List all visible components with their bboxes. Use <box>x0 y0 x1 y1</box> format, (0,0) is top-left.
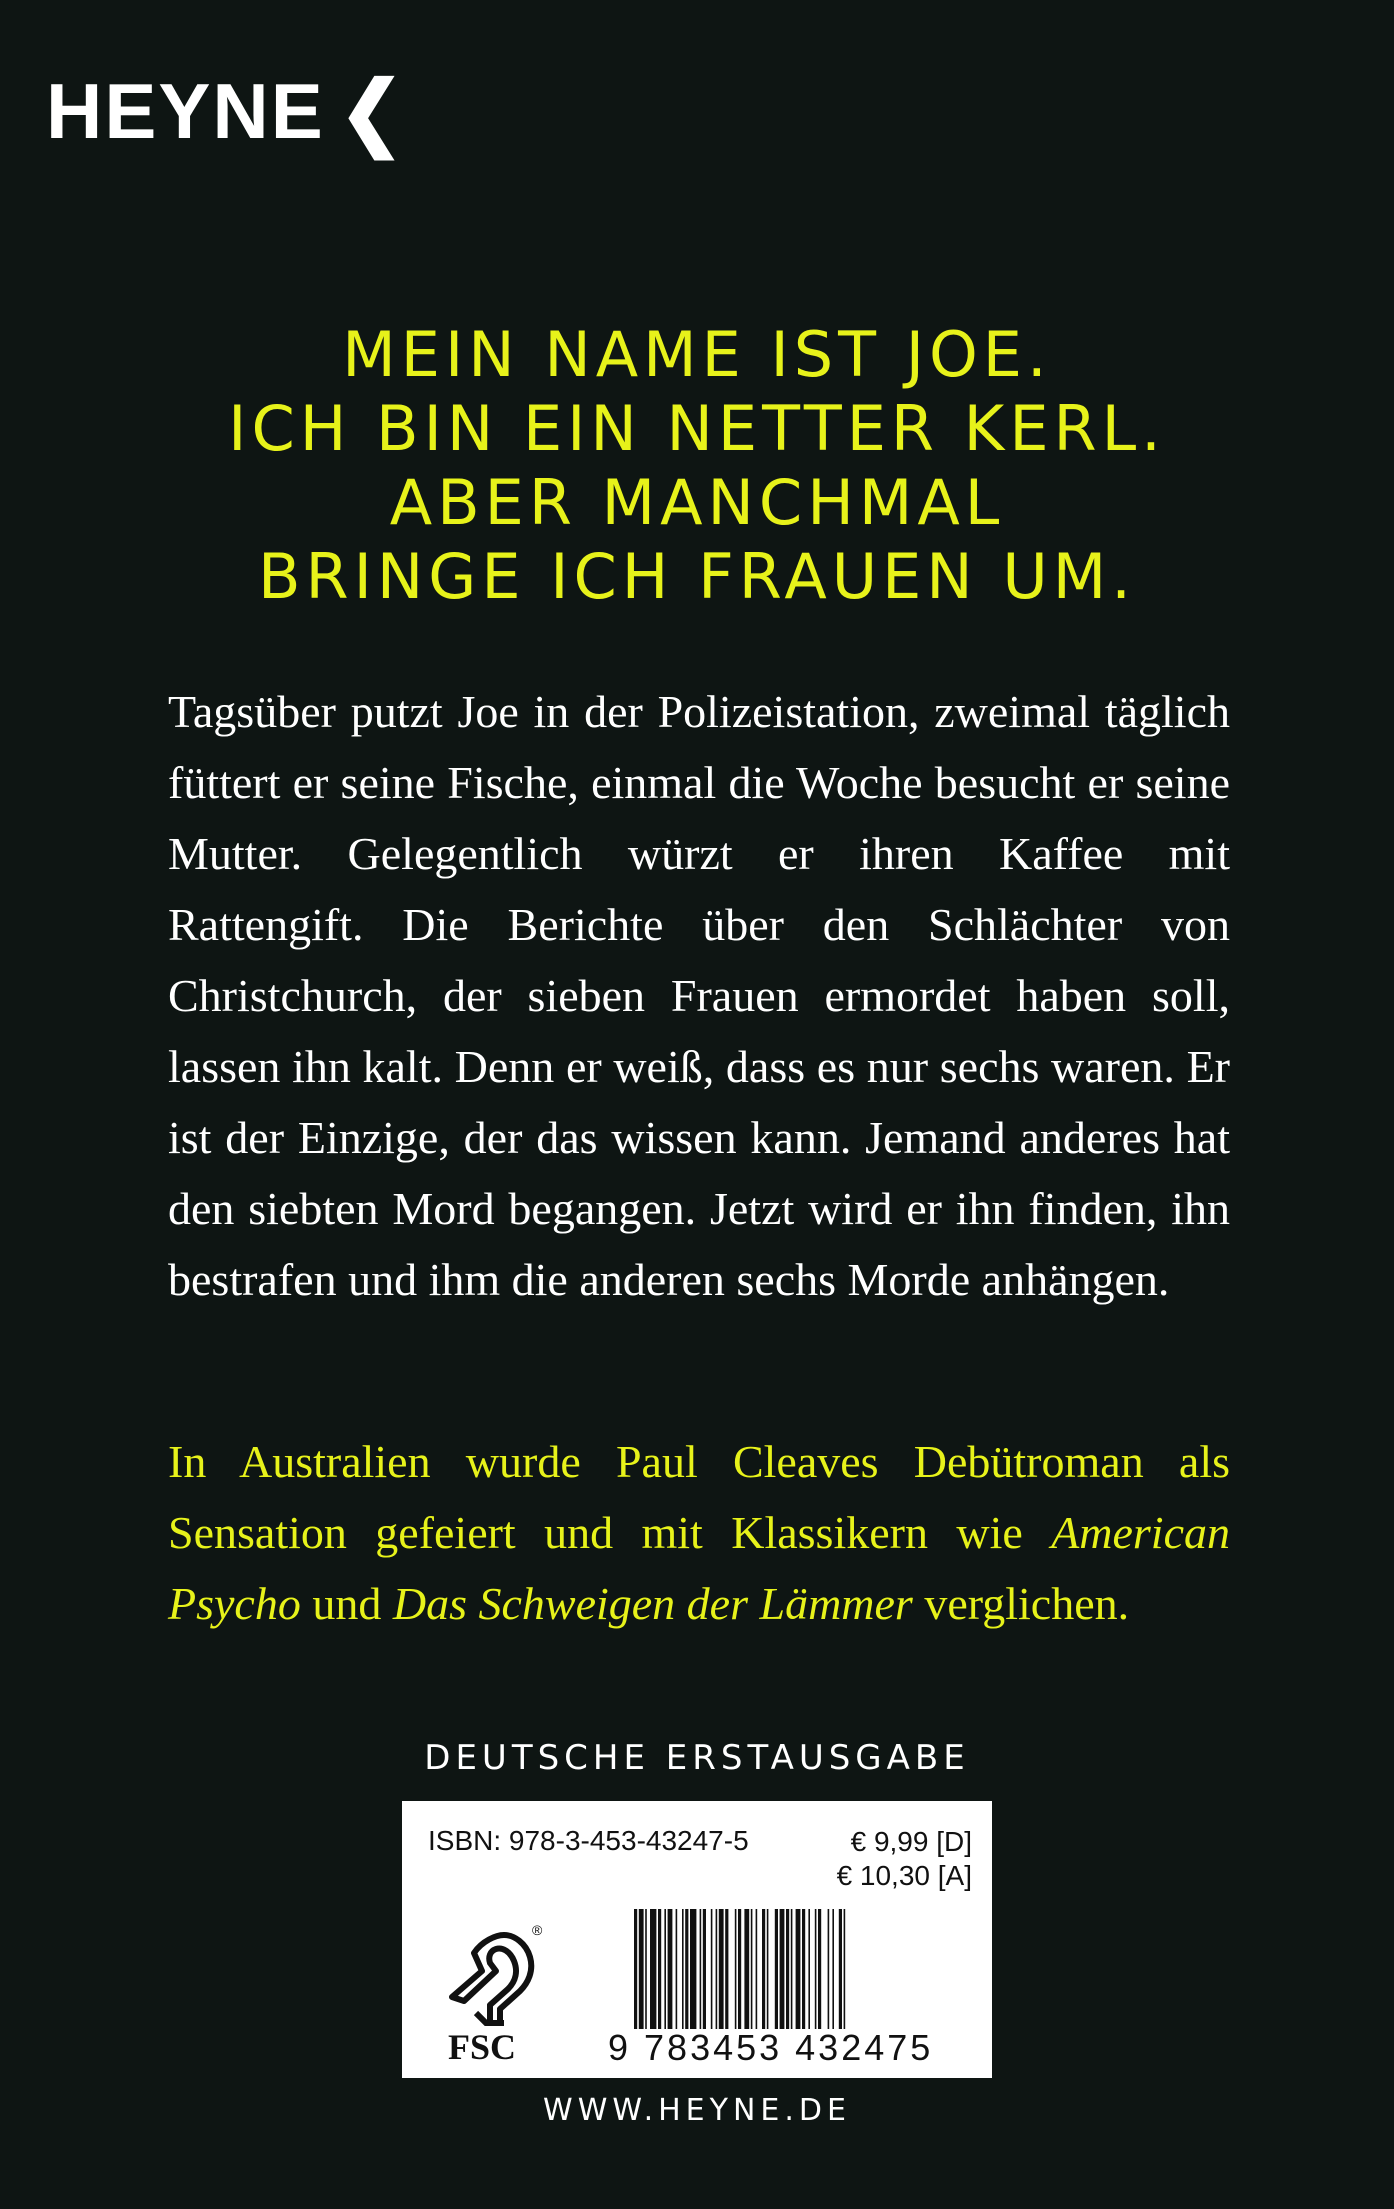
blurb-text: verglichen. <box>912 1578 1130 1629</box>
publisher-name: HEYNE <box>46 67 325 155</box>
blurb-title-american-psycho: American Psycho <box>168 1507 1230 1629</box>
publisher-logo <box>46 64 407 158</box>
isbn: ISBN: 978-3-453-43247-5 <box>428 1825 749 1856</box>
barcode-digits: 9 783453 432475 <box>608 2027 934 2068</box>
blurb <box>168 1426 1230 1639</box>
chevron-left-icon: ❮ <box>338 64 407 158</box>
blurb-text: In Australien wurde Paul Cleaves Debütroman als Sensation gefeiert und mit Klassikern wie <box>168 1436 1230 1558</box>
edition-label: DEUTSCHE ERSTAUSGABE <box>424 1738 970 1778</box>
fsc-tree-icon <box>430 1913 560 2063</box>
fsc-label: FSC <box>448 2027 517 2063</box>
blurb-title-schweigen: Das Schweigen der Lämmer <box>392 1578 913 1629</box>
headline-line: MEIN NAME IST JOE. <box>342 318 1052 391</box>
barcode-panel <box>402 1801 992 2078</box>
headline-line: ICH BIN EIN NETTER KERL. <box>228 392 1166 465</box>
website-url: WWW.HEYNE.DE <box>543 2093 851 2128</box>
barcode <box>634 1909 974 2029</box>
price-de: € 9,99 [D] <box>850 1826 972 1857</box>
description: Tagsüber putzt Joe in der Polizeistation, zweimal täglich füttert er seine Fische, einmal die Woche besucht er seine Mutter. Gelegentlich würzt er ihren Kaffee mit Rattengift. Die Berichte über den Schlächter von Christchurch, der sieben Frauen ermordet haben soll, lassen ihn kalt. Denn er weiß, dass es nur sechs waren. Er ist der Einzige, der das wissen kann. Jemand anderes hat den siebten Mord begangen. Jetzt wird er ihn finden, ihn bestrafen und ihm die anderen sechs Morde anhängen. <box>168 686 1230 1305</box>
headline <box>0 318 1394 614</box>
headline-line: ABER MANCHMAL <box>389 466 1005 539</box>
registered-mark: ® <box>532 1922 543 1938</box>
blurb-text: und <box>300 1578 393 1629</box>
price-at: € 10,30 [A] <box>836 1860 972 1891</box>
price <box>837 1825 972 1893</box>
headline-line: BRINGE ICH FRAUEN UM. <box>258 540 1136 613</box>
